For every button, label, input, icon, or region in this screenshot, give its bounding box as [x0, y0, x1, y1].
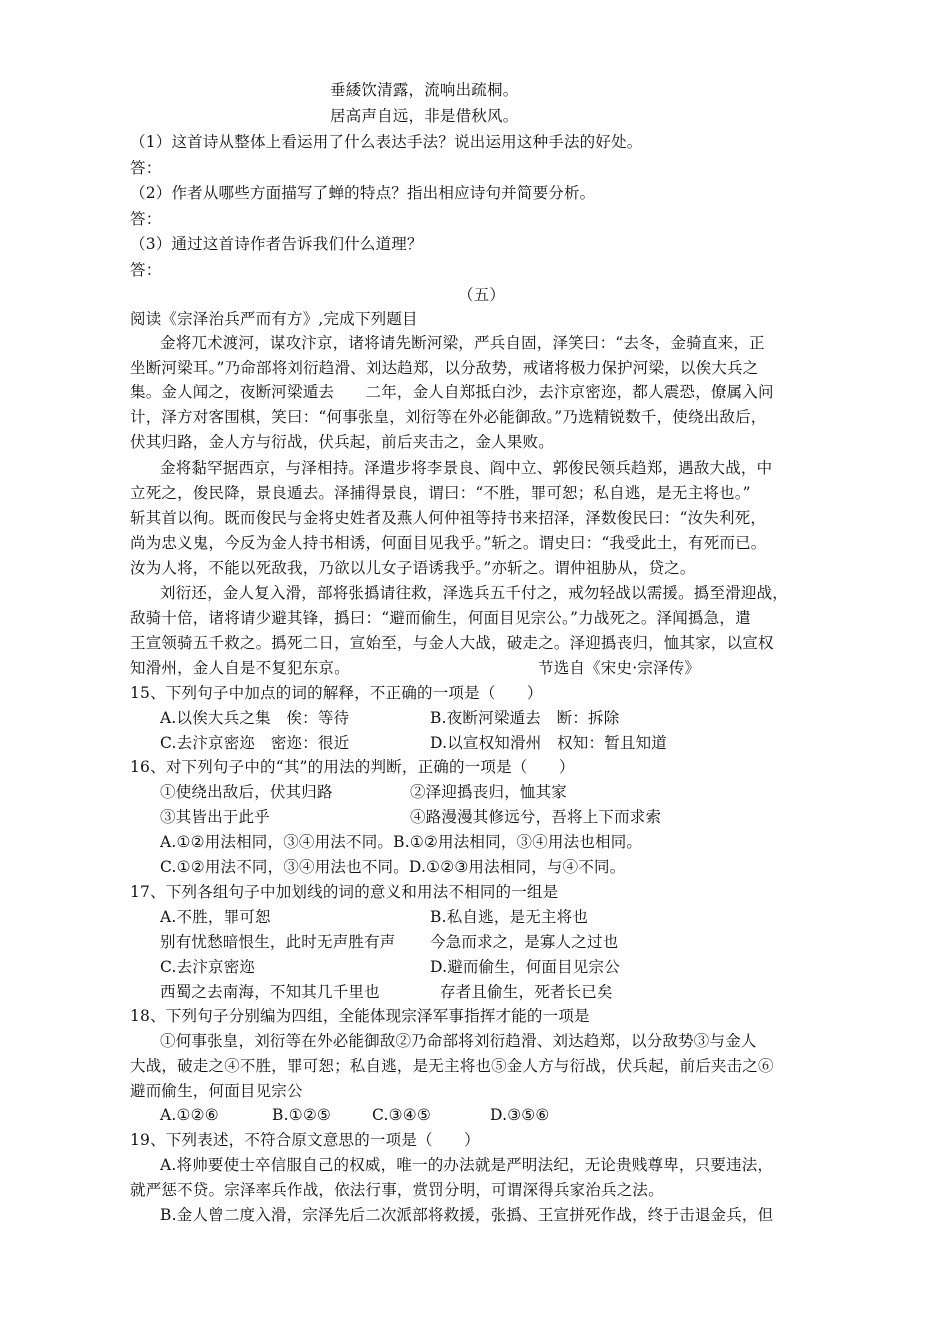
q16-sentence-1: ①使绕出敌后，伏其归路: [160, 783, 333, 801]
q16-options-ab: A.①②用法相同，③④用法不同。B.①②用法相同，③④用法也相同。: [160, 833, 643, 851]
q15-option-a: A.以俟大兵之集 俟：等待: [160, 709, 350, 727]
q18-option-c: C.③④⑤: [372, 1106, 431, 1124]
q16-options-cd: C.①②用法不同，③④用法也不同。D.①②③用法相同，与④不同。: [160, 858, 626, 876]
question-3: （3）通过这首诗作者告诉我们什么道理？: [130, 235, 423, 253]
poem-line-2: 居高声自远，非是借秋风。: [330, 107, 519, 125]
q15-stem: 15、下列句子中加点的词的解释，不正确的一项是（ ）: [130, 684, 543, 702]
section-instruction: 阅读《宗泽治兵严而有方》,完成下列题目: [130, 310, 418, 328]
q17-option-c-pair: 西蜀之去南海，不知其几千里也: [160, 983, 380, 1001]
passage-line: 集。金人闻之，夜断河梁遁去 二年，金人自郑抵白沙，去汴京密迩，都人震恐，僚属入问: [130, 383, 774, 401]
q15-option-b: B.夜断河梁遁去 断：拆除: [430, 709, 620, 727]
q18-option-a: A.①②⑥: [160, 1106, 219, 1124]
passage-line: 敌骑十倍，诸将请少避其锋，撝曰：“避而偷生，何面目见宗公。”力战死之。泽闻撝急，遣: [130, 609, 751, 627]
passage-line: 金将黏罕据西京，与泽相持。泽遣步将李景良、阎中立、郭俊民领兵趋郑，遇敌大战，中: [160, 459, 773, 477]
passage-line: 计，泽方对客围棋，笑曰：“何事张皇，刘衍等在外必能御敌。”乃选精锐数千，使绕出敌后，: [130, 408, 767, 426]
answer-label-1: 答：: [130, 159, 162, 177]
q15-option-c: C.去汴京密迩 密迩：很近: [160, 734, 350, 752]
passage-line: 坐断河梁耳。”乃命部将刘衍趋滑、刘达趋郑，以分敌势，戒诸将极力保护河梁，以俟大兵之: [130, 359, 759, 377]
passage-line: 王宣领骑五千救之。撝死二日，宣始至，与金人大战，破走之。泽迎撝丧归，恤其家，以宣权: [130, 634, 774, 652]
q16-sentence-3: ③其皆出于此乎: [160, 808, 270, 826]
question-2: （2）作者从哪些方面描写了蝉的特点？指出相应诗句并简要分析。: [130, 184, 596, 202]
q18-option-d: D.③⑤⑥: [490, 1106, 550, 1124]
q19-option-a: A.将帅要使士卒信服自己的权威，唯一的办法就是严明法纪，无论贵贱尊卑，只要违法，: [160, 1156, 774, 1174]
passage-line: 立死之，俊民降，景良遁去。泽捕得景良，谓曰：“不胜，罪可恕；私自逃，是无主将也。”: [130, 484, 751, 502]
passage-line: 刘衍还，金人复入滑，部将张撝请往救，泽选兵五千付之，戒勿轻战以需援。撝至滑迎战，: [160, 584, 789, 602]
q18-option-b: B.①②⑤: [272, 1106, 332, 1124]
q17-stem: 17、下列各组句子中加划线的词的意义和用法不相同的一组是: [130, 883, 559, 901]
question-1: （1）这首诗从整体上看运用了什么表达手法？说出运用这种手法的好处。: [130, 133, 643, 151]
passage-line: 金将兀术渡河，谋攻汴京，诸将请先断河梁，严兵自固，泽笑曰：“去冬，金骑直来，正: [160, 334, 765, 352]
q19-option-a-cont: 就严惩不贷。宗泽率兵作战，依法行事，赏罚分明，可谓深得兵家治兵之法。: [130, 1181, 664, 1199]
passage-line: 伏其归路，金人方与衍战，伏兵起，前后夹击之，金人果败。: [130, 433, 554, 451]
q18-body: 大战，破走之④不胜，罪可恕；私自逃，是无主将也⑤金人方与衍战，伏兵起，前后夹击之⑥: [130, 1057, 774, 1075]
q16-sentence-4: ④路漫漫其修远兮，吾将上下而求索: [410, 808, 662, 826]
q17-option-a: A.不胜，罪可恕: [160, 908, 271, 926]
passage-line: 尚为忠义鬼，今反为金人持书相诱，何面目见我乎。”斩之。谓史曰：“我受此土，有死而已。: [130, 534, 767, 552]
q17-option-b: B.私自逃，是无主将也: [430, 908, 589, 926]
q15-option-d: D.以宣权知滑州 权知：暂且知道: [430, 734, 668, 752]
q19-stem: 19、下列表述，不符合原文意思的一项是（ ）: [130, 1131, 480, 1149]
q17-option-b-pair: 今急而求之，是寡人之过也: [430, 933, 619, 951]
q16-sentence-2: ②泽迎撝丧归，恤其家: [410, 783, 568, 801]
q17-option-a-pair: 别有忧愁暗恨生，此时无声胜有声: [160, 933, 396, 951]
passage-source: 节选自《宋史·宗泽传》: [538, 659, 701, 677]
q17-option-d-pair: 存者且偷生，死者长已矣: [440, 983, 613, 1001]
q19-option-b: B.金人曾二度入滑，宗泽先后二次派部将救援，张撝、王宣拼死作战，终于击退金兵，但: [160, 1206, 774, 1224]
q16-stem: 16、对下列句子中的“其”的用法的判断，正确的一项是（ ）: [130, 758, 575, 776]
answer-label-2: 答：: [130, 210, 162, 228]
q17-option-c: C.去汴京密迩: [160, 958, 256, 976]
poem-line-1: 垂緌饮清露，流响出疏桐。: [330, 81, 519, 99]
q17-option-d: D.避而偷生，何面目见宗公: [430, 958, 620, 976]
passage-line: 汝为人将，不能以死敌我，乃欲以儿女子语诱我乎。”亦斩之。谓仲祖胁从，贷之。: [130, 559, 696, 577]
q18-body: 避而偷生，何面目见宗公: [130, 1082, 303, 1100]
section-title: （五）: [458, 286, 506, 304]
answer-label-3: 答：: [130, 261, 162, 279]
q18-stem: 18、下列句子分别编为四组，全能体现宗泽军事指挥才能的一项是: [130, 1007, 590, 1025]
q18-body: ①何事张皇，刘衍等在外必能御敌②乃命部将刘衍趋滑、刘达趋郑，以分敌势③与金人: [160, 1032, 757, 1050]
passage-line: 知滑州，金人自是不复犯东京。: [130, 659, 350, 677]
passage-line: 斩其首以徇。既而俊民与金将史姓者及燕人何仲祖等持书来招泽，泽数俊民曰：“汝失利死，: [130, 509, 767, 527]
